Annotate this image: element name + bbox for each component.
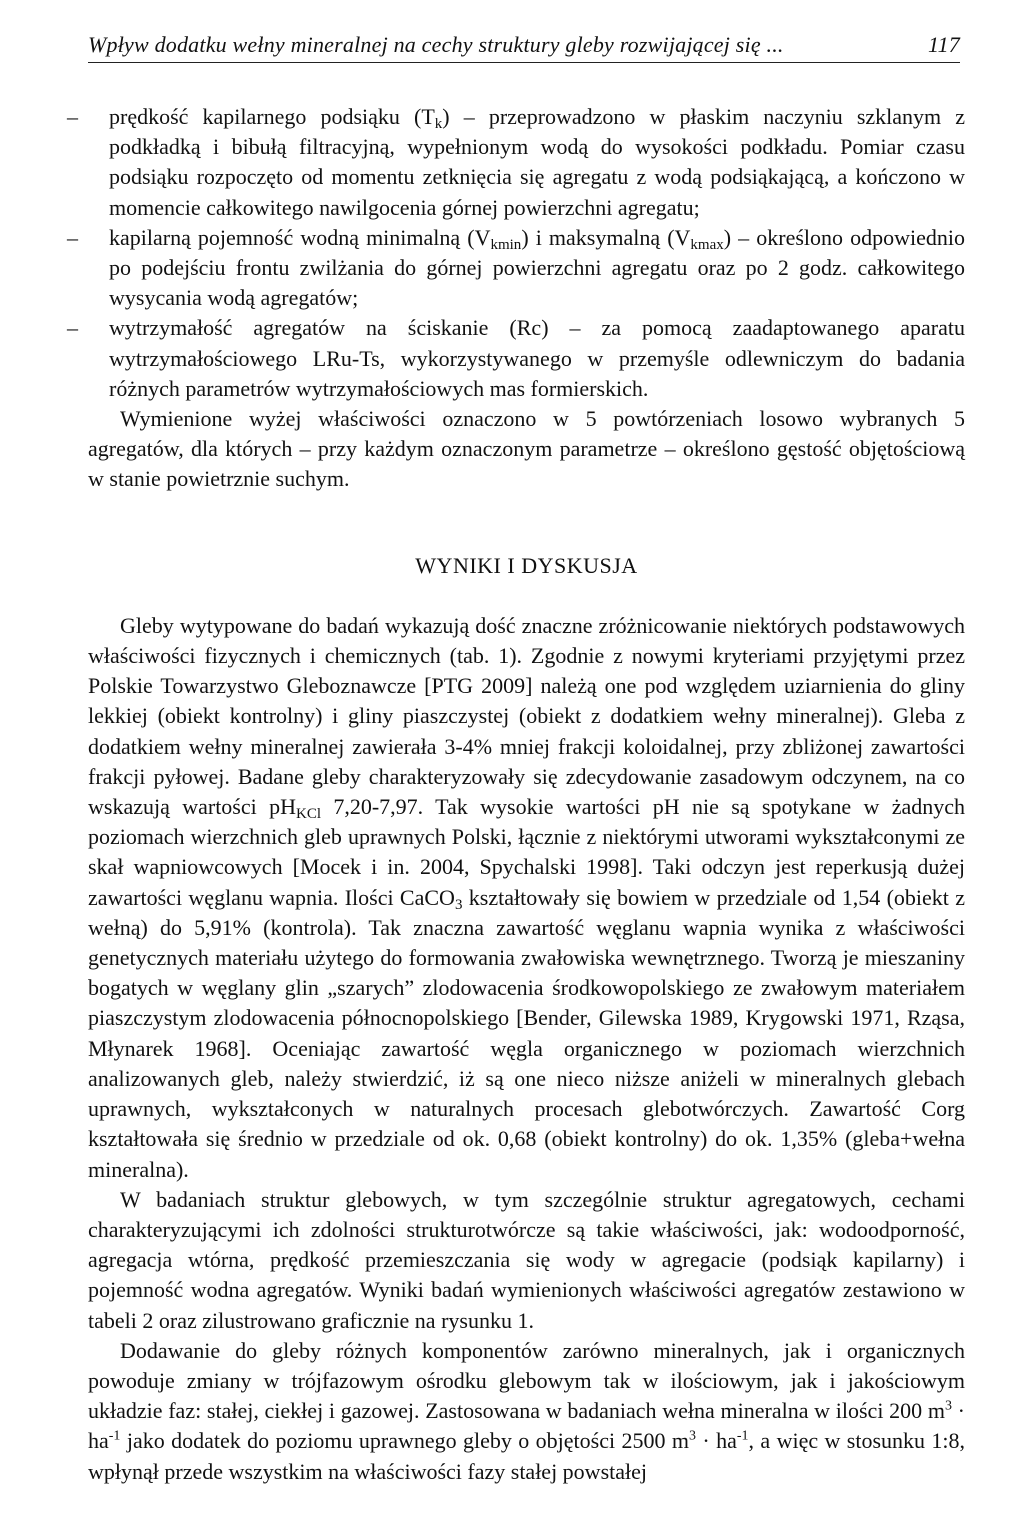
item-text: kapilarną pojemność wodną minimalną (V bbox=[109, 224, 491, 250]
item-subscript: k bbox=[434, 116, 443, 132]
paragraph-superscript: 3 bbox=[944, 1398, 952, 1414]
paragraph-text: , a więc w stosunku 1:8, wpłynął przede wszystkim na właściwości fazy stałej powstałej bbox=[88, 1428, 965, 1484]
item-subscript: kmax bbox=[690, 236, 724, 253]
paragraph-text: jako dodatek do poziomu uprawnego gleby o objętości 2500 m bbox=[120, 1428, 689, 1454]
running-header bbox=[88, 32, 960, 63]
item-subscript: kmin bbox=[490, 236, 522, 253]
bullet-dash: – bbox=[67, 315, 78, 341]
paragraph-superscript: -1 bbox=[736, 1429, 749, 1444]
paragraph-methods-summary: Wymienione wyżej właściwości oznaczono w 5 powtórzeniach losowo wybranych 5 agregatów, dla których – przy każdym oznaczonym parametrze – określono gęstość objętościową w stanie powietrznie suchym. bbox=[88, 406, 965, 492]
paragraph-text: kształtowały się bowiem w przedziale od 1,54 (obiekt z wełną) do 5,91% (kontrola). Tak znaczna zawartość węglanu wapnia wynika z właściwości genetycznych materiału użytego do formowania zwałowiska wewnętrznego. Tworzą je mieszaniny bogatych w węglany glin „szarych” zlodowacenia środkowopolskiego ze zwałowym materiałem piaszczystym zlodowacenia północnopolskiego [Bender, Gilewska 1989, Krygowski 1971, Rząsa, Młynarek 1968]. Oceniając zawartość węgla organicznego w poziomach wierzchnich analizowanych gleb, należy stwierdzić, iż są one nieco niższe aniżeli w mineralnych glebach uprawnych, wykształconych w naturalnych procesach glebotwórczych. Zawartość Corg kształtowała się średnio w przedziale od ok. 0,68 (obiekt kontrolny) do ok. 1,35% (gleba+wełna mineralna). bbox=[88, 884, 965, 1182]
paragraph-subscript: KCl bbox=[295, 806, 321, 823]
bullet-dash: – bbox=[67, 104, 78, 129]
paragraph-results-1 bbox=[88, 611, 965, 1185]
paragraph-superscript: -1 bbox=[108, 1429, 121, 1444]
paragraph-results-3 bbox=[88, 1336, 965, 1487]
section-heading: WYNIKI I DYSKUSJA bbox=[415, 552, 638, 578]
paragraph-superscript: 3 bbox=[688, 1429, 696, 1444]
item-text: prędkość kapilarnego podsiąku (T bbox=[109, 104, 435, 129]
paragraph-subscript: 3 bbox=[454, 896, 463, 913]
item-text: wytrzymałość agregatów na ściskanie (Rc) – za pomocą zaadaptowanego aparatu wytrzymałościowego LRu-Ts, wykorzystywanego w przemyśle odlewniczym do badania różnych parametrów wytrzymałościowych mas formierskich. bbox=[109, 315, 965, 401]
bullet-dash: – bbox=[67, 224, 78, 250]
item-text: ) i maksymalną (V bbox=[521, 224, 691, 250]
running-title: Wpływ dodatku wełny mineralnej na cechy struktury gleby rozwijającej się ... bbox=[88, 32, 784, 57]
paragraph-text: 7,20-7,97. Tak wysokie wartości pH nie są spotykane w żadnych poziomach wierzchnich gleb uprawnych Polski, łącznie z niektórymi utworami wykształconymi ze skał wapniowcowych [Mocek i in. 2004, Spychalski 1998]. Taki odczyn jest reperkusją dużej zawartości węglanu wapnia. Ilości CaCO bbox=[88, 794, 965, 910]
paragraph-results-2: W badaniach struktur glebowych, w tym szczególnie struktur agregatowych, cechami charakteryzującymi ich zdolności strukturotwórcze są takie właściwości, jak: wodoodporność, agregacja wtórna, prędkość przemieszczania się wody w agregacie (podsiąk kapilarny) i pojemność wodna agregatów. Wyniki badań wymienionych właściwości agregatów zestawiono w tabeli 2 oraz zilustrowano graficznie na rysunku 1. bbox=[88, 1186, 965, 1333]
method-item-capillary-rise bbox=[67, 102, 966, 223]
paragraph-text: · ha bbox=[695, 1428, 737, 1454]
item-text: ) – określono odpowiednio po podejściu frontu zwilżania do górnej powierzchni agregatu oraz po 2 godz. całkowitego wysycania wodą agregatów; bbox=[109, 224, 965, 311]
method-item-water-capacity bbox=[67, 223, 965, 314]
item-text: ) – przeprowadzono w płaskim naczyniu szklanym z podkładką i bibułą filtracyjną, wypełnionym wodą do wysokości podkładu. Pomiar czasu podsiąku rozpoczęto od momentu zetknięcia się agregatu z wodą podsiąkającą, a kończono w momencie całkowitego nawilgocenia górnej powierzchni agregatu; bbox=[109, 104, 966, 220]
page-body bbox=[67, 102, 966, 1487]
paragraph-text: Dodawanie do gleby różnych komponentów zarówno mineralnych, jak i organicznych powoduje zmiany w trójfazowym ośrodku glebowym tak w ilościowym, jak i jakościowym układzie faz: stałej, ciekłej i gazowej. Zastosowana w badaniach wełna mineralna w ilości 200 m bbox=[88, 1337, 965, 1424]
method-item-compressive-strength bbox=[67, 313, 965, 404]
paragraph-text: · ha bbox=[88, 1398, 966, 1454]
page-number: 117 bbox=[928, 32, 960, 57]
paragraph-text: Gleby wytypowane do badań wykazują dość znaczne zróżnicowanie niektórych podstawowych właściwości fizycznych i chemicznych (tab. 1). Zgodnie z nowymi kryteriami przyjętymi przez Polskie Towarzystwo Gleboznawcze [PTG 2009] należą one pod względem uziarnienia do gliny lekkiej (obiekt kontrolny) i gliny piaszczystej (obiekt z dodatkiem wełny mineralnej). Gleba z dodatkiem wełny mineralnej zawierała 3-4% mniej frakcji koloidalnej, przy zbliżonej zawartości frakcji pyłowej. Badane gleby charakteryzowały się zdecydowanie zasadowym odczynem, na co wskazują wartości pH bbox=[88, 612, 965, 820]
